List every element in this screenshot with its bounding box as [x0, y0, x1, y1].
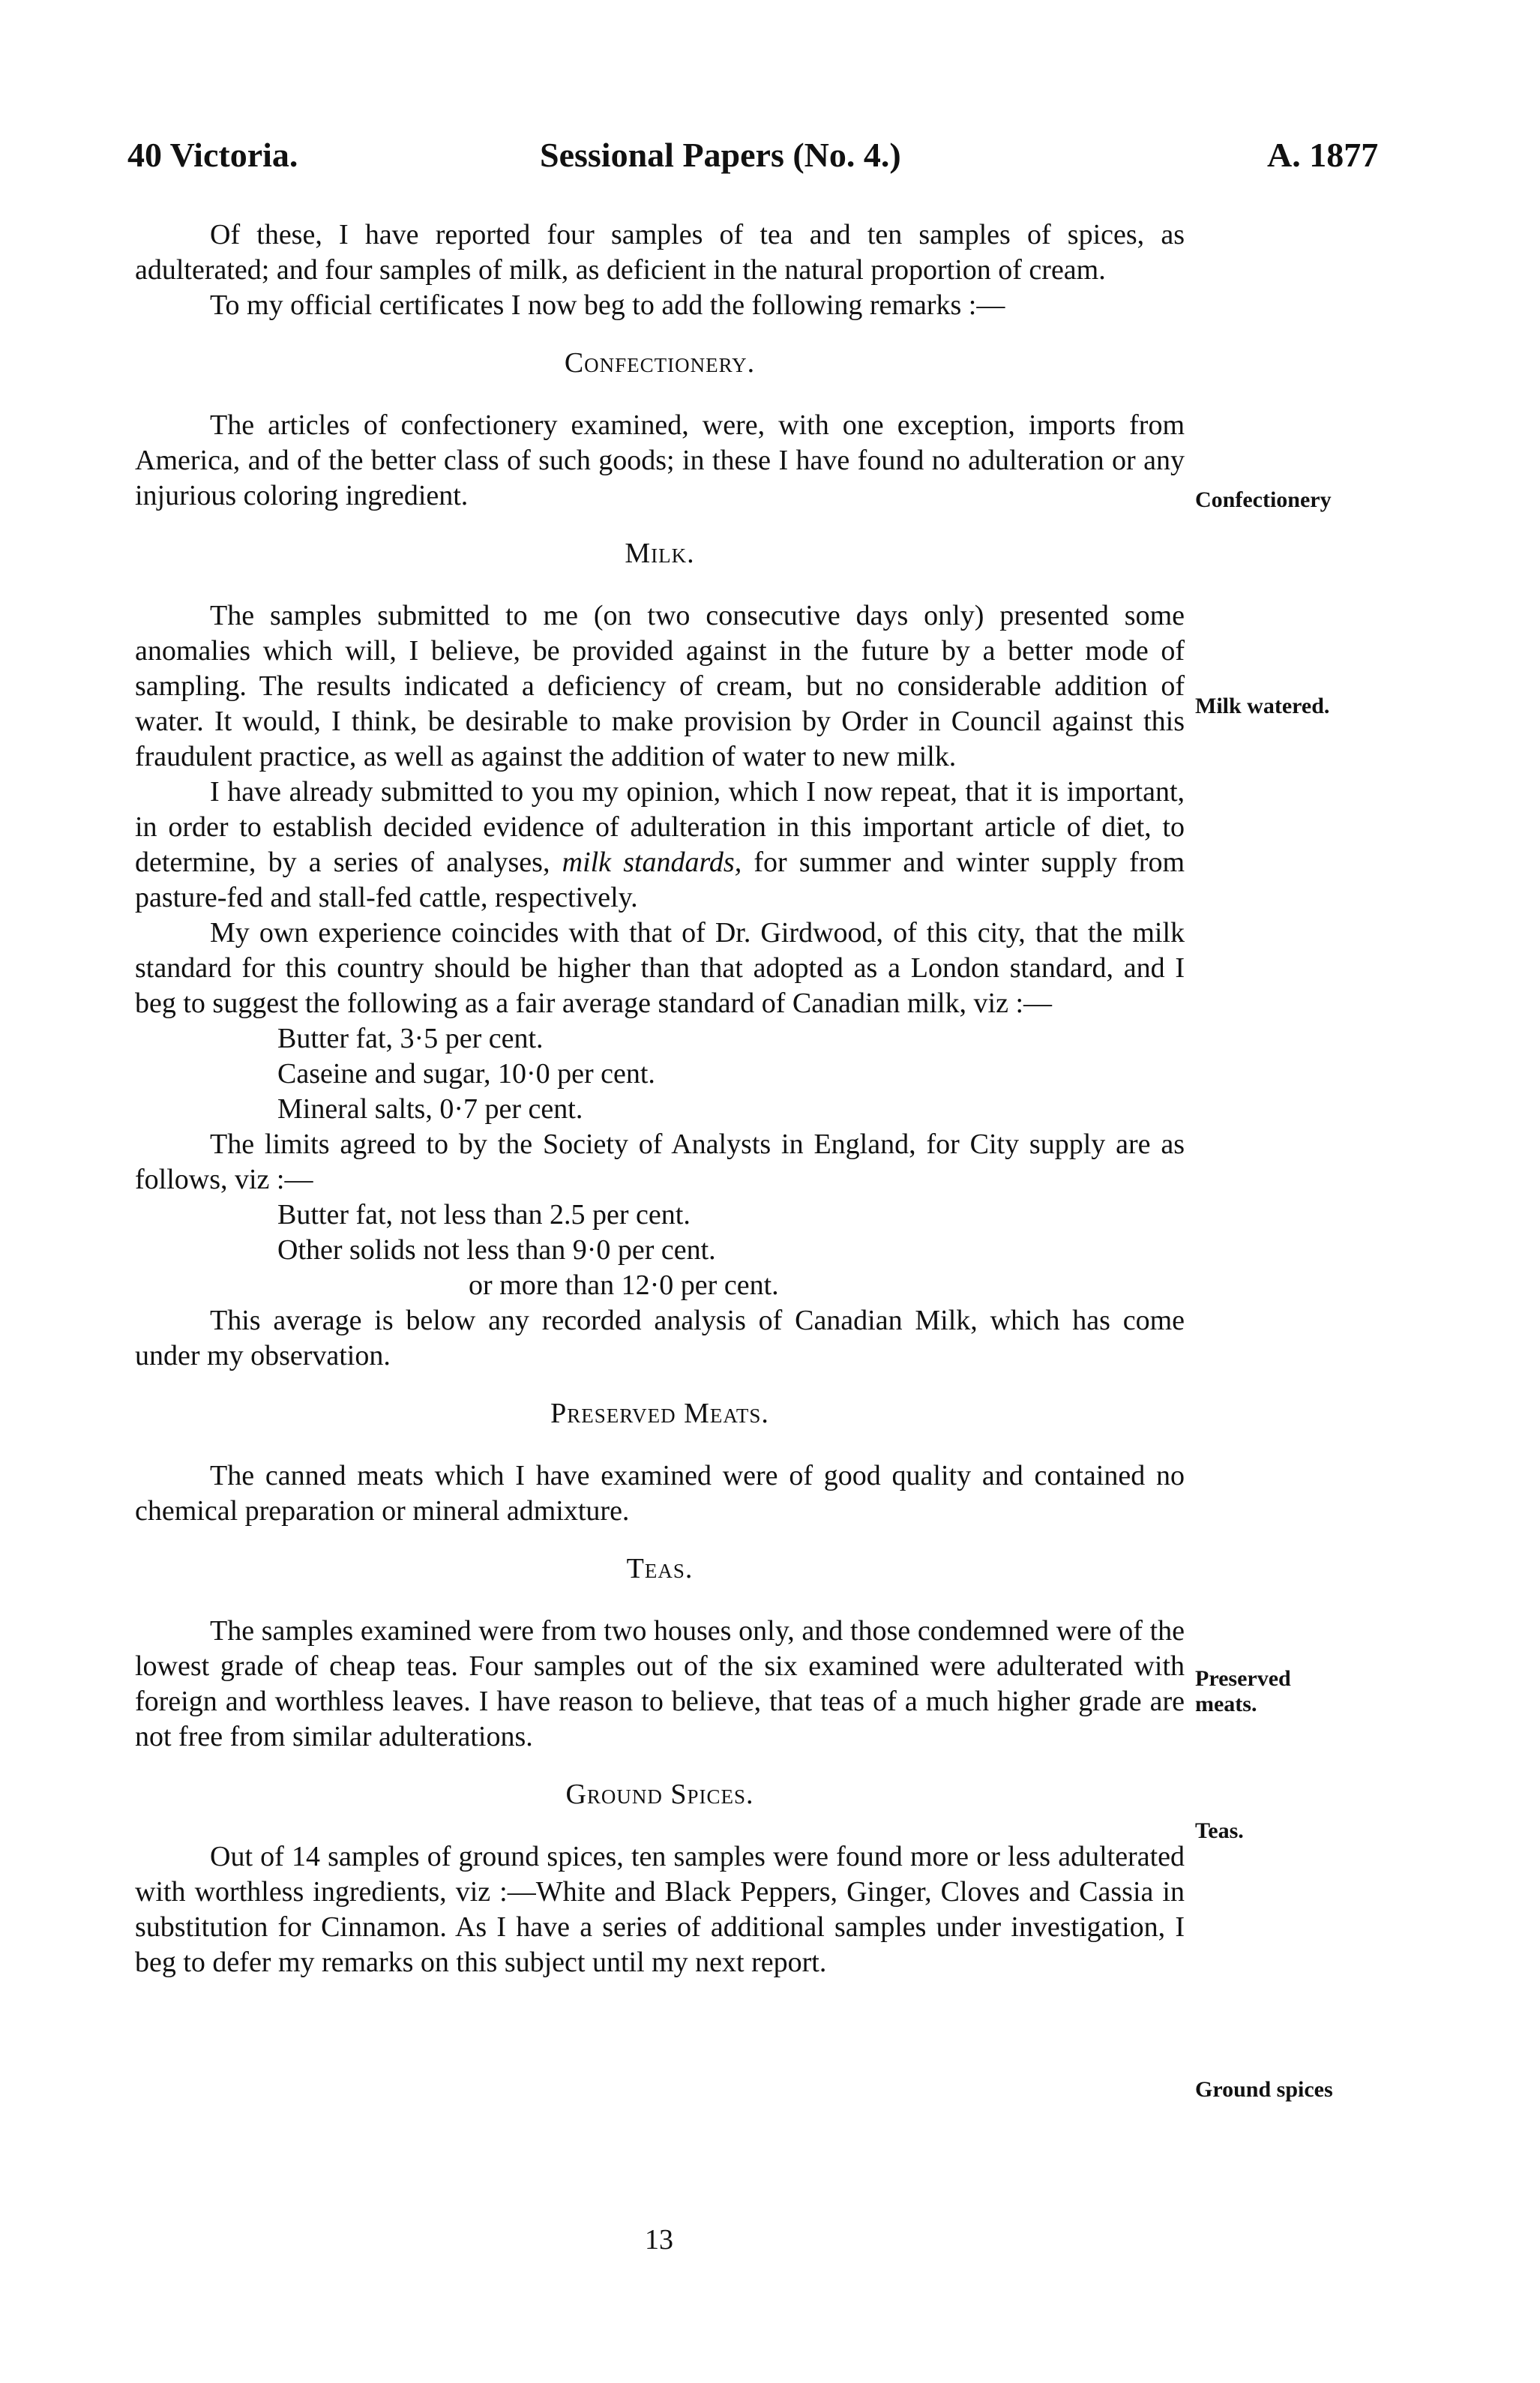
section-heading-teas: Teas.: [626, 1553, 694, 1584]
confectionery-paragraph: The articles of confectionery examined, were, with one exception, imports from America, and of the better class of such goods; in these I have found no adulteration or any injurious coloring ingredient.: [135, 409, 1185, 511]
intro-paragraph: Of these, I have reported four samples of tea and ten samples of spices, as adulterated; and four samples of milk, as deficient in the natural proportion of cream.: [135, 219, 1185, 286]
milk-standard-list: [135, 1021, 1185, 1127]
margin-note-spices: Ground spices: [1195, 2077, 1333, 2102]
intro-remarks: To my official certificates I now beg to add the following remarks :—: [210, 289, 1005, 321]
milk-limits-list: [135, 1197, 1185, 1303]
section-heading-spices: Ground Spices.: [565, 1779, 754, 1810]
margin-note-milk: Milk watered.: [1195, 694, 1330, 718]
list-item: Mineral salts, 0·7 per cent.: [277, 1093, 583, 1125]
list-item: Butter fat, 3·5 per cent.: [277, 1023, 544, 1054]
milk-paragraph-2: [135, 775, 1185, 916]
list-item: or more than 12·0 per cent.: [469, 1269, 779, 1301]
teas-paragraph: The samples examined were from two houses only, and those condemned were of the lowest grade of cheap teas. Four samples out of the six examined were adulterated with foreign and worthless leaves. I have reason to believe, that teas of a much higher grade are not free from similar adulterations.: [135, 1615, 1185, 1752]
page-header: [0, 135, 1540, 187]
milk-paragraph-3: My own experience coincides with that of Dr. Girdwood, of this city, that the milk standard for this country should be higher than that adopted as a London standard, and I beg to suggest the following as a fair average standard of Canadian milk, viz :—: [135, 917, 1185, 1019]
margin-note-meats: Preserved meats.: [1195, 1666, 1291, 1716]
meats-paragraph: The canned meats which I have examined were of good quality and contained no chemical preparation or mineral admixture.: [135, 1460, 1185, 1527]
milk-paragraph-5: This average is below any recorded analysis of Canadian Milk, which has come under my observation.: [135, 1305, 1185, 1371]
milk-standards-emphasis: milk standards,: [562, 847, 742, 878]
document-body: [135, 217, 1185, 1980]
margin-note-confectionery: Confectionery: [1195, 487, 1332, 512]
list-item: Caseine and sugar, 10·0 per cent.: [277, 1058, 655, 1090]
list-item: Butter fat, not less than 2.5 per cent.: [277, 1199, 691, 1230]
section-heading-milk: Milk.: [625, 538, 695, 569]
section-heading-confectionery: Confectionery.: [564, 347, 756, 379]
list-item: Other solids not less than 9·0 per cent.: [277, 1234, 716, 1266]
section-heading-meats: Preserved Meats.: [550, 1398, 769, 1429]
milk-paragraph-4: The limits agreed to by the Society of Analysts in England, for City supply are as follows, viz :—: [135, 1129, 1185, 1195]
header-title: Sessional Papers (No. 4.): [540, 136, 901, 174]
milk-paragraph-2-end: for summer and winter supply from pasture-fed and stall-fed cattle, respectively.: [135, 847, 1185, 913]
margin-note-teas: Teas.: [1195, 1818, 1244, 1843]
spices-paragraph: Out of 14 samples of ground spices, ten samples were found more or less adulterated with worthless ingredients, viz :—White and Black Peppers, Ginger, Cloves and Cassia in substitution for Cinnamon. As I have a series of additional samples under investigation, I beg to defer my remarks on this subject until my next report.: [135, 1841, 1185, 1978]
header-volume: 40 Victoria.: [127, 136, 298, 174]
header-year: A. 1877: [1267, 136, 1379, 174]
milk-paragraph-2-text: I have already submitted to you my opinion, which I now repeat, that it is important, in order to establish decided evidence of adulteration in this important article of diet, to determine, by a series of analyses,: [135, 776, 1185, 878]
page-number: 13: [645, 2224, 673, 2256]
milk-paragraph-1: The samples submitted to me (on two consecutive days only) presented some anomalies which will, I believe, be provided against in the future by a better mode of sampling. The results indicated a deficiency of cream, but no considerable addition of water. It would, I think, be desirable to make provision by Order in Council against this fraudulent practice, as well as against the addition of water to new milk.: [135, 600, 1185, 772]
